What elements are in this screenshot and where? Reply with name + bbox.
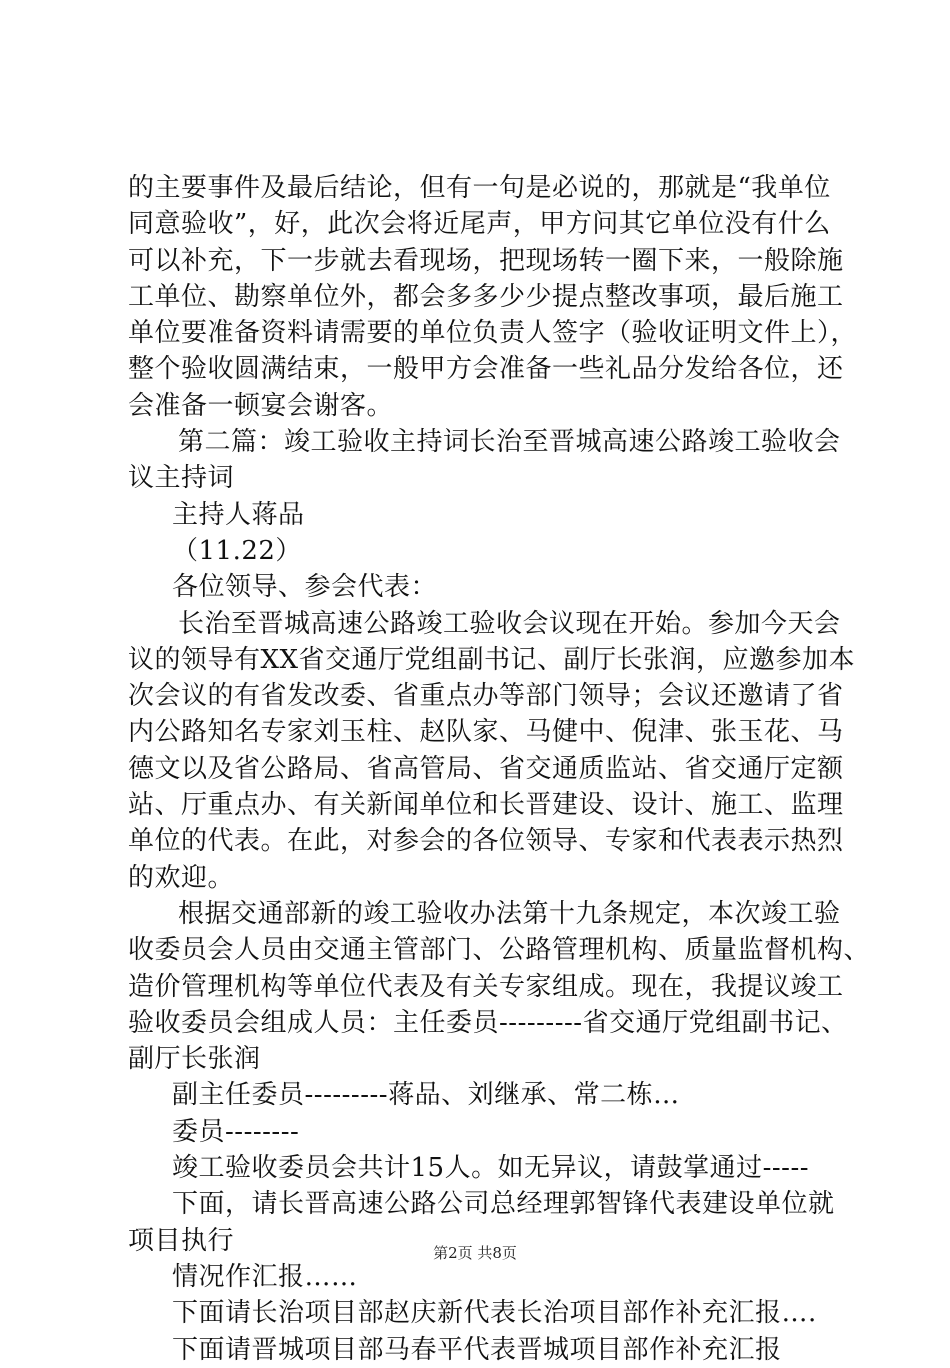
salutation: 各位领导、参会代表：	[172, 572, 438, 603]
text-line: 长治至晋城高速公路竣工验收会议现在开始。参加今天会	[178, 608, 841, 639]
text-line: 根据交通部新的竣工验收办法第十九条规定，本次竣工验	[178, 898, 841, 929]
text-line: 竣工验收委员会共计15人。如无异议，请鼓掌通过-----	[172, 1153, 810, 1184]
text-line: 副厅长张润	[128, 1044, 261, 1075]
text-line: 次会议的有省发改委、省重点办等部门领导；会议还邀请了省	[128, 681, 844, 712]
text-line: 会准备一顿宴会谢客。	[128, 390, 394, 421]
page-number: 第2页 共8页	[433, 1244, 517, 1262]
text-line: 下面，请长晋高速公路公司总经理郭智锋代表建设单位就	[172, 1189, 835, 1220]
text-line: 情况作汇报……	[172, 1261, 358, 1292]
text-line: 下面请长治项目部赵庆新代表长治项目部作补充汇报….	[172, 1298, 817, 1329]
text-line: 造价管理机构等单位代表及有关专家组成。现在，我提议竣工	[128, 971, 844, 1002]
document-body	[128, 170, 871, 1368]
text-line: 站、厅重点办、有关新闻单位和长晋建设、设计、施工、监理	[128, 790, 844, 821]
text-line: 整个验收圆满结束，一般甲方会准备一些礼品分发给各位，还	[128, 354, 844, 385]
text-line: 议的领导有XX省交通厅党组副书记、副厅长张润，应邀参加本	[128, 644, 856, 675]
text-line: 德文以及省公路局、省高管局、省交通质监站、省交通厅定额	[128, 753, 844, 784]
text-line: 项目执行	[128, 1225, 235, 1256]
text-line: 的主要事件及最后结论，但有一句是必说的，那就是“我单位	[128, 173, 831, 203]
date-line: （11.22）	[172, 535, 302, 566]
text-line: 下面请晋城项目部马春平代表晋城项目部作补充汇报	[172, 1334, 782, 1365]
section-heading-continued: 议主持词	[128, 463, 235, 494]
text-line: 工单位、勘察单位外，都会多多少少提点整改事项，最后施工	[128, 281, 844, 312]
text-line: 可以补充，下一步就去看现场，把现场转一圈下来，一般除施	[128, 245, 844, 276]
text-line: 委员--------	[172, 1116, 300, 1147]
text-line: 单位的代表。在此，对参会的各位领导、专家和代表表示热烈	[128, 826, 844, 857]
text-line: 收委员会人员由交通主管部门、公路管理机构、质量监督机构、	[128, 935, 871, 966]
text-line: 内公路知名专家刘玉柱、赵队家、马健中、倪津、张玉花、马	[128, 717, 844, 748]
text-line: 同意验收”，好，此次会将近尾声，甲方问其它单位没有什么	[128, 209, 831, 240]
section-heading: 第二篇：竣工验收主持词长治至晋城高速公路竣工验收会	[178, 427, 841, 458]
text-line: 验收委员会组成人员：主任委员---------省交通厅党组副书记、	[128, 1007, 848, 1038]
text-line: 副主任委员---------蒋品、刘继承、常二栋…	[172, 1080, 680, 1111]
text-line: 单位要准备资料请需要的单位负责人签字（验收证明文件上），	[128, 318, 858, 349]
text-line: 的欢迎。	[128, 862, 235, 893]
host-name: 主持人蒋品	[172, 499, 305, 530]
